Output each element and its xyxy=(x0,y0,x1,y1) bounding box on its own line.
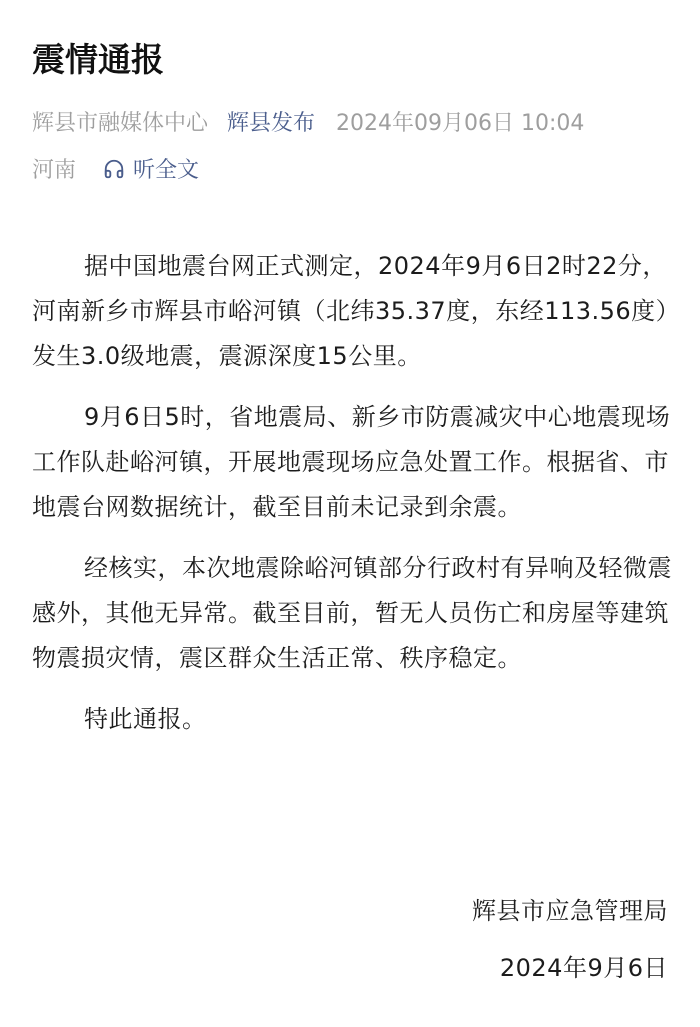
article-body xyxy=(32,244,680,758)
publish-time: 2024年09月06日 10:04 xyxy=(336,111,585,136)
headphones-icon xyxy=(103,158,125,180)
closing-statement: 特此通报。 xyxy=(84,705,207,733)
signature-organization: 辉县市应急管理局 xyxy=(472,897,668,925)
location-label: 河南 xyxy=(32,158,77,183)
source-org: 辉县市融媒体中心 xyxy=(32,111,209,136)
paragraph: 9月6日5时，省地震局、新乡市防震减灾中心地震现场工作队赴峪河镇，开展地震现场应急处置工作。根据省、市地震台网数据统计，截至目前未记录到余震。 xyxy=(32,403,671,521)
article-title: 震情通报 xyxy=(32,40,164,79)
paragraph: 据中国地震台网正式测定，2024年9月6日2时22分，河南新乡市辉县市峪河镇（北纬35.37度，东经113.56度）发生3.0级地震，震源深度15公里。 xyxy=(32,252,669,370)
article-meta xyxy=(32,108,584,140)
listen-full-text-button[interactable] xyxy=(103,155,199,187)
paragraph: 经核实，本次地震除峪河镇部分行政村有异响及轻微震感外，其他无异常。截至目前，暂无人员伤亡和房屋等建筑物震损灾情，震区群众生活正常、秩序稳定。 xyxy=(32,554,672,672)
article-meta-secondary xyxy=(32,155,199,187)
listen-label: 听全文 xyxy=(133,158,200,183)
account-name-link[interactable]: 辉县发布 xyxy=(227,111,316,136)
signature-date: 2024年9月6日 xyxy=(499,954,668,982)
